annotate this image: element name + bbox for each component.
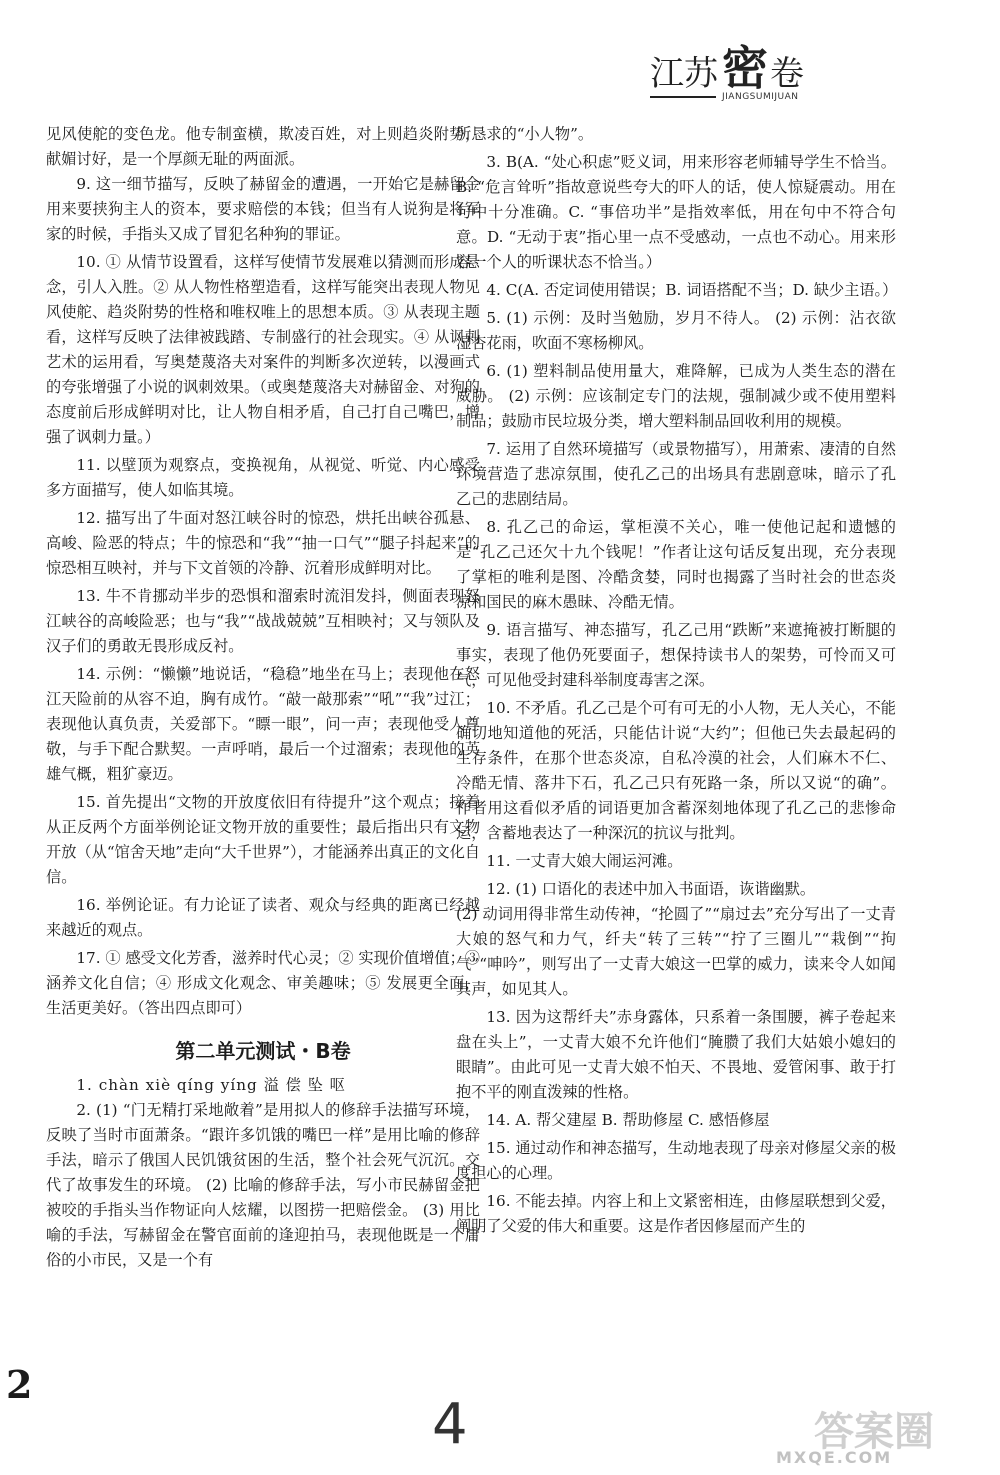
- brand-subtitle: JIANGSUMIJUAN: [722, 92, 799, 102]
- page-number: 2: [6, 1362, 33, 1407]
- answer-paragraph: 11. 一丈青大娘大闹运河滩。: [486, 852, 683, 870]
- answer-paragraph: 5. (1) 示例：及时当勉励，岁月不待人。 (2) 示例：沾衣欲湿杏花雨，吹面不寒杨柳风。: [456, 309, 896, 352]
- answer-paragraph: 14. A. 帮父建屋 B. 帮助修屋 C. 感悟修屋: [486, 1111, 770, 1129]
- brand-char: 卷: [770, 54, 804, 94]
- brand-char: 苏: [684, 54, 718, 94]
- answer-paragraph: 7. 运用了自然环境描写（或景物描写），用萧索、凄清的自然环境营造了悲凉氛围，使孔乙己的出场具有悲剧意味，暗示了孔乙己的悲剧结局。: [456, 440, 896, 508]
- answer-paragraph: 所恳求的“小人物”。: [456, 125, 594, 143]
- answer-paragraph: 12. (1) 口语化的表述中加入书面语，诙谐幽默。: [486, 880, 816, 898]
- brand-char: 密: [722, 41, 768, 95]
- watermark-title: 答案圈: [814, 1409, 934, 1455]
- answer-paragraph: 9. 语言描写、神态描写，孔乙己用“跌断”来遮掩被打断腿的事实，表现了他仍死要面子，想保持读书人的架势，可怜而又可气，可见他受封建科举制度毒害之深。: [456, 621, 896, 689]
- brand-char: 江: [650, 54, 684, 94]
- answer-paragraph: 10. ① 从情节设置看，这样写使情节发展难以猜测而形成悬念，引人入胜。② 从人物性格塑造看，这样写能突出表现人物见风使舵、趋炎附势的性格和唯权唯上的思想本质。③ 从表现主题看，这样写反映了法律被践踏、专制盛行的社会现实。④ 从讽刺艺术的运用看，写奥楚蔑洛夫对案件的判断多次逆转，以漫画式的夸张增强了小说的讽刺效果。（或奥楚蔑洛夫对赫留金、对狗的态度前后形成鲜明对比，让人物自相矛盾，自己打自己嘴巴，增强了讽刺力量。）: [46, 253, 480, 446]
- answer-paragraph: 8. 孔乙己的命运，掌柜漠不关心，唯一使他记起和遗憾的是“孔乙己还欠十九个钱呢！”作者让这句话反复出现，充分表现了掌柜的唯利是图、冷酷贪婪，同时也揭露了当时社会的世态炎凉和国民的麻木愚昧、冷酷无情。: [456, 518, 896, 611]
- answer-paragraph: 9. 这一细节描写，反映了赫留金的遭遇，一开始它是赫留金用来要挟狗主人的资本，要求赔偿的本钱；但当有人说狗是将军家的时候，手指头又成了冒犯名种狗的罪证。: [46, 175, 480, 243]
- answer-paragraph: 13. 牛不肯挪动半步的恐惧和溜索时流泪发抖，侧面表现怒江峡谷的高峻险恶；也与“我”“战战兢兢”互相映衬；又与领队及汉子们的勇敢无畏形成反衬。: [46, 587, 480, 655]
- right-column: [456, 122, 896, 1239]
- answer-paragraph: 15. 通过动作和神态描写，生动地表现了母亲对修屋父亲的极度担心的心理。: [456, 1139, 896, 1182]
- section-title: 第二单元测试・B卷: [175, 1039, 351, 1063]
- answer-paragraph: 1. chàn xiè qíng yíng 溢 偿 坠 呕: [76, 1076, 346, 1094]
- brand-underline: [650, 96, 716, 98]
- watermark: [776, 1400, 990, 1470]
- answer-paragraph: 11. 以壁顶为观察点，变换视角，从视觉、听觉、内心感受多方面描写，使人如临其境。: [46, 456, 480, 499]
- answer-paragraph: 12. 描写出了牛面对怒江峡谷时的惊恐，烘托出峡谷孤悬、高峻、险恶的特点；牛的惊恐和“我”“抽一口气”“腿子抖起来”的惊恐相互映衬，并与下文首领的冷静、沉着形成鲜明对比。: [46, 509, 480, 577]
- answer-paragraph: 16. 不能去掉。内容上和上文紧密相连，由修屋联想到父爱，阐明了父爱的伟大和重要。这是作者因修屋而产生的: [456, 1192, 896, 1235]
- answer-paragraph: 13. 因为这帮纤夫”赤身露体，只系着一条围腰，裤子卷起来盘在头上”，一丈青大娘不允许他们“腌臜了我们大姑娘小媳妇的眼睛”。由此可见一丈青大娘不怕天、不畏地、爱管闲事、敢于打抱不平的刚直泼辣的性格。: [456, 1008, 896, 1101]
- watermark-url: MXQE.COM: [776, 1448, 893, 1467]
- answer-paragraph: 15. 首先提出“文物的开放度依旧有待提升”这个观点；接着从正反两个方面举例论证文物开放的重要性；最后指出只有文物开放（从“馆舍天地”走向“大千世界”），才能涵养出真正的文化自信。: [46, 793, 480, 886]
- brand-logo: [650, 41, 890, 112]
- answer-paragraph: (2) 动词用得非常生动传神，“抡圆了”“扇过去”充分写出了一丈青大娘的怒气和力气，纤夫“转了三转”“拧了三圈儿”“栽倒”“拘气”“呻吟”，则写出了一丈青大娘这一巴掌的威力，读来令人如闻其声，如见其人。: [456, 905, 896, 998]
- answer-paragraph: 3. B(A. “处心积虑”贬义词，用来形容老师辅导学生不恰当。B. “危言耸听”指故意说些夸大的吓人的话，使人惊疑震动。用在句中十分准确。C. “事倍功半”是指效率低，用在句中不符合句意。D. “无动于衷”指心里一点不受感动，一点也不动心。用来形容一个人的听课状态不恰当。）: [456, 153, 896, 271]
- left-column: [46, 122, 480, 1273]
- answer-paragraph: 2. (1) “门无精打采地敞着”是用拟人的修辞手法描写环境，反映了当时市面萧条。“跟许多饥饿的嘴巴一样”是用比喻的修辞手法，暗示了俄国人民饥饿贫困的生活，整个社会死气沉沉。交代了故事发生的环境。 (2) 比喻的修辞手法，写小市民赫留金把被咬的手指头当作物证向人炫耀，以图捞一把赔偿金。 (3) 用比喻的手法，写赫留金在警官面前的逢迎拍马，表现他既是一个庸俗的小市民，又是一个有: [46, 1101, 480, 1269]
- answer-paragraph: 10. 不矛盾。孔乙己是个可有可无的小人物，无人关心，不能确切地知道他的死活，只能估计说“大约”；但他已失去最起码的生存条件，在那个世态炎凉，自私冷漠的社会，人们麻木不仁、冷酷无情、落井下石，孔乙己只有死路一条，所以又说“的确”。作者用这看似矛盾的词语更加含蓄深刻地体现了孔乙己的悲惨命运，含蓄地表达了一种深沉的抗议与批判。: [456, 699, 896, 842]
- answer-paragraph: 见风使舵的变色龙。他专制蛮横，欺凌百姓，对上则趋炎附势，献媚讨好，是一个厚颜无耻的两面派。: [46, 125, 480, 168]
- answer-paragraph: 6. (1) 塑料制品使用量大，难降解，已成为人类生态的潜在威胁。 (2) 示例：应该制定专门的法规，强制减少或不使用塑料制品；鼓励市民垃圾分类，增大塑料制品回收利用的规模。: [456, 362, 896, 430]
- answer-paragraph: 14. 示例：“懒懒”地说话，“稳稳”地坐在马上；表现他在怒江天险前的从容不迫，胸有成竹。“敲一敲那索”“吼”“我”过江；表现他认真负责，关爱部下。“瞟一眼”，问一声；表现他受人尊敬，与手下配合默契。一声呼哨，最后一个过溜索；表现他的英雄气概，粗犷豪迈。: [46, 665, 480, 783]
- answer-paragraph: 17. ① 感受文化芳香，滋养时代心灵；② 实现价值增值；③ 涵养文化自信；④ 形成文化观念、审美趣味；⑤ 发展更全面，生活更美好。（答出四点即可）: [46, 949, 480, 1017]
- handwritten-mark: 4: [432, 1392, 468, 1457]
- answer-paragraph: 16. 举例论证。有力论证了读者、观众与经典的距离已经越来越近的观点。: [46, 896, 480, 939]
- answer-paragraph: 4. C(A. 否定词使用错误；B. 词语搭配不当；D. 缺少主语。）: [486, 281, 898, 299]
